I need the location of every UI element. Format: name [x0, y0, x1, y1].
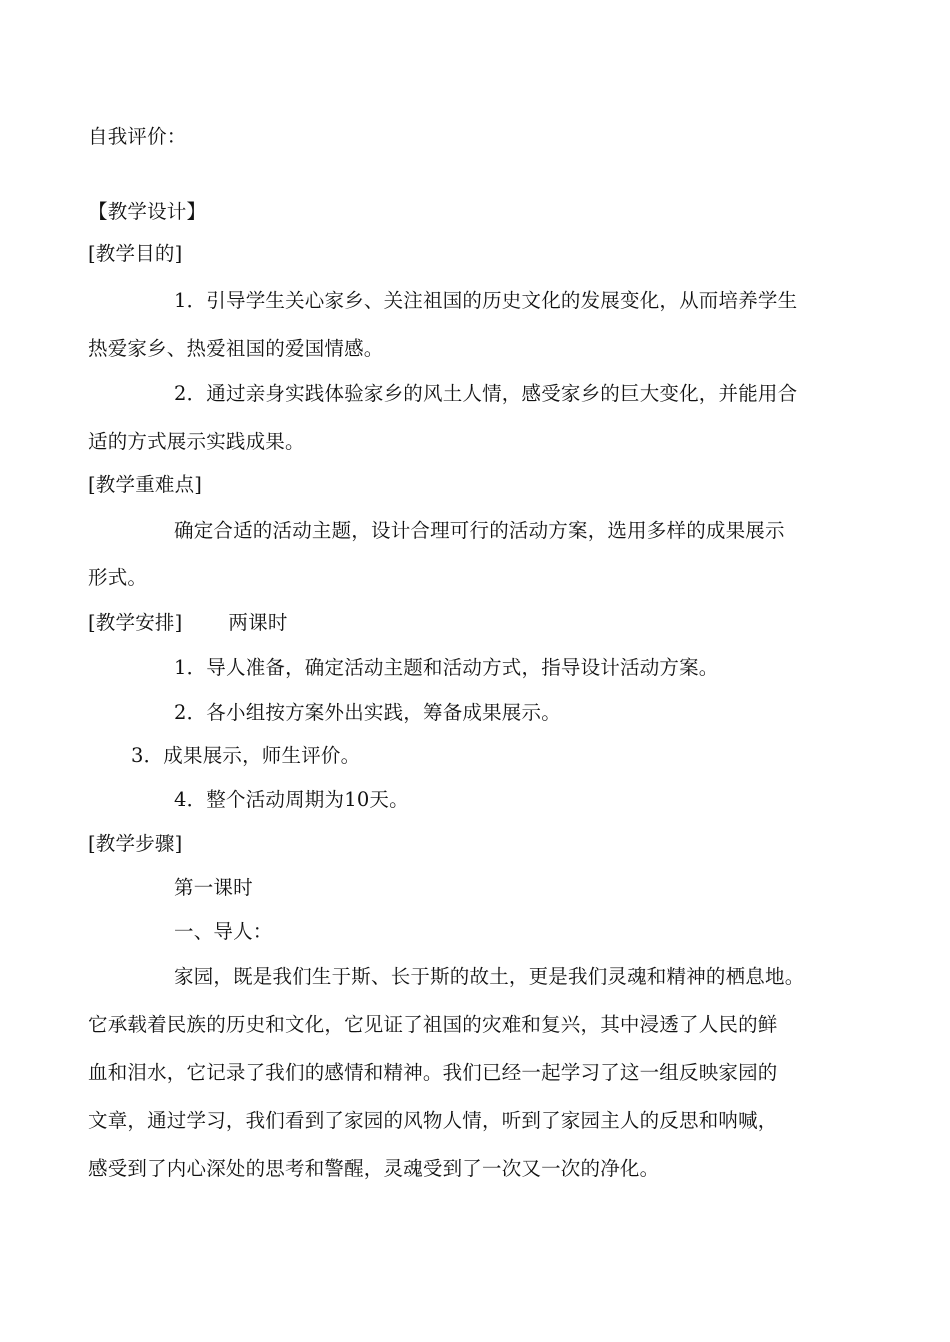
arrangement-item-1: 1．导人准备，确定活动主题和活动方式，指导设计活动方案。 [174, 656, 719, 679]
arrangement-duration: 两课时 [228, 611, 288, 634]
objective-item-2-line-2: 适的方式展示实践成果。 [88, 430, 305, 453]
objectives-heading: [教学目的] [88, 242, 183, 265]
key-points-line-1: 确定合适的活动主题，设计合理可行的活动方案，选用多样的成果展示 [174, 519, 785, 542]
paragraph-line-3: 血和泪水，它记录了我们的感情和精神。我们已经一起学习了这一组反映家园的 [88, 1061, 778, 1084]
key-points-heading: [教学重难点] [88, 473, 203, 496]
lesson-title: 第一课时 [174, 876, 253, 899]
steps-heading: [教学步骤] [88, 832, 183, 855]
objective-item-1-line-1: 1．引导学生关心家乡、关注祖国的历史文化的发展变化，从而培养学生 [174, 289, 798, 312]
self-evaluation-label: 自我评价： [88, 125, 187, 148]
arrangement-heading: [教学安排] [88, 611, 183, 634]
arrangement-item-3: 3．成果展示，师生评价。 [131, 744, 361, 767]
paragraph-line-5: 感受到了内心深处的思考和警醒，灵魂受到了一次又一次的净化。 [88, 1157, 660, 1180]
paragraph-line-2: 它承载着民族的历史和文化，它见证了祖国的灾难和复兴，其中浸透了人民的鲜 [88, 1013, 778, 1036]
paragraph-line-4: 文章，通过学习，我们看到了家园的风物人情，听到了家园主人的反思和呐喊， [88, 1109, 778, 1132]
arrangement-item-4: 4．整个活动周期为10天。 [174, 788, 409, 811]
section-title: 【教学设计】 [88, 200, 207, 223]
part-1-title: 一、导人： [174, 920, 273, 943]
paragraph-line-1: 家园，既是我们生于斯、长于斯的故土，更是我们灵魂和精神的栖息地。 [174, 965, 805, 988]
objective-item-2-line-1: 2．通过亲身实践体验家乡的风土人情，感受家乡的巨大变化，并能用合 [174, 382, 798, 405]
arrangement-row [88, 610, 288, 636]
arrangement-item-2: 2．各小组按方案外出实践，筹备成果展示。 [174, 701, 561, 724]
key-points-line-2: 形式。 [88, 566, 148, 589]
objective-item-1-line-2: 热爱家乡、热爱祖国的爱国情感。 [88, 337, 384, 360]
